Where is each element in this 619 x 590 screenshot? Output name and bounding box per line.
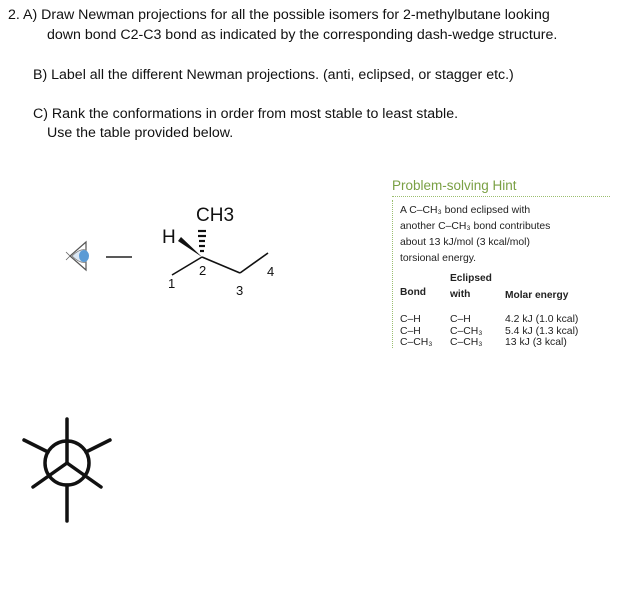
table-header-molar-energy: Molar energy (505, 290, 569, 301)
table-header-eclipsed: Eclipsed (450, 273, 492, 284)
question-part-b: B) Label all the different Newman projections. (anti, eclipsed, or stagger etc.) (33, 67, 514, 83)
question-part-a-line2: down bond C2-C3 bond as indicated by the corresponding dash-wedge structure. (47, 27, 558, 43)
carbon-number-4: 4 (267, 264, 275, 279)
question-part-a-line1: 2. A) Draw Newman projections for all the possible isomers for 2-methylbutane looking (8, 7, 550, 23)
carbon-number-1: 1 (168, 276, 176, 291)
newman-projection-template (6, 405, 126, 525)
carbon-number-2: 2 (199, 263, 207, 278)
hint-title: Problem-solving Hint (392, 178, 517, 193)
dash-wedge-structure (150, 195, 290, 298)
ch3-label: CH3 (196, 205, 235, 226)
hint-side-rule (392, 200, 393, 348)
hint-divider (392, 196, 610, 197)
table-header-with: with (450, 289, 471, 300)
table-column-eclipsed-with: C–H C–CH₃ C–CH₃ (450, 314, 483, 348)
table-column-molar-energy: 4.2 kJ (1.0 kcal) 5.4 kJ (1.3 kcal) 13 kJ (3 kcal) (505, 314, 579, 348)
hint-line-2: another C–CH₃ bond contributes (400, 221, 551, 232)
table-header-bond: Bond (400, 287, 427, 298)
h-label: H (162, 227, 176, 248)
question-part-c-line1: C) Rank the conformations in order from most stable to least stable. (33, 106, 459, 122)
viewing-arrow (106, 252, 136, 262)
hint-line-3: about 13 kJ/mol (3 kcal/mol) (400, 237, 530, 248)
table-column-bond: C–H C–H C–CH₃ (400, 314, 433, 348)
hint-line-1: A C–CH₃ bond eclipsed with (400, 205, 531, 216)
hint-line-4: torsional energy. (400, 253, 477, 264)
viewing-eye-icon (64, 238, 104, 278)
question-part-c-line2: Use the table provided below. (47, 125, 234, 141)
carbon-number-3: 3 (236, 283, 244, 298)
